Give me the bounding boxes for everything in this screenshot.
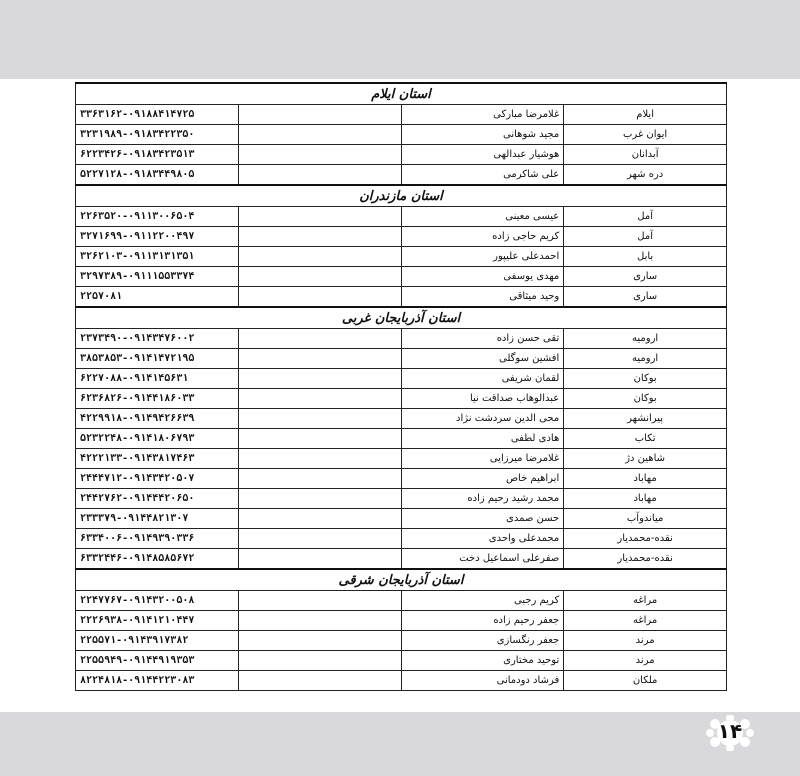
top-band bbox=[0, 0, 800, 79]
section-header-row bbox=[76, 83, 727, 105]
blank-cell bbox=[238, 105, 401, 125]
phone-cell: ۶۲۳۶۸۲۶-۰۹۱۴۴۱۸۶۰۳۳ bbox=[76, 389, 239, 409]
phone-cell: ۲۲۵۵۹۴۹-۰۹۱۴۴۹۱۹۳۵۳ bbox=[76, 651, 239, 671]
name-cell: کریم رجبی bbox=[401, 591, 564, 611]
page-number-badge bbox=[706, 715, 754, 751]
contact-directory-table bbox=[75, 82, 727, 691]
city-cell: بوکان bbox=[564, 389, 727, 409]
table-row bbox=[76, 207, 727, 227]
phone-cell: ۲۲۵۵۷۱-۰۹۱۴۳۹۱۷۳۸۲ bbox=[76, 631, 239, 651]
city-cell: ساری bbox=[564, 287, 727, 308]
table-row bbox=[76, 489, 727, 509]
name-cell: وحید میثاقی bbox=[401, 287, 564, 308]
table-row bbox=[76, 429, 727, 449]
blank-cell bbox=[238, 227, 401, 247]
city-cell: بوکان bbox=[564, 369, 727, 389]
table-row bbox=[76, 509, 727, 529]
blank-cell bbox=[238, 349, 401, 369]
section-title: استان ایلام bbox=[76, 83, 727, 105]
phone-cell: ۸۲۲۴۸۱۸-۰۹۱۴۴۲۲۳۰۸۳ bbox=[76, 671, 239, 691]
name-cell: جعفر رحیم زاده bbox=[401, 611, 564, 631]
name-cell: محمدعلی واحدی bbox=[401, 529, 564, 549]
blank-cell bbox=[238, 449, 401, 469]
table-row bbox=[76, 369, 727, 389]
name-cell: هادی لطفی bbox=[401, 429, 564, 449]
table-row bbox=[76, 671, 727, 691]
table-row bbox=[76, 247, 727, 267]
section-title: استان آذربایجان غربی bbox=[76, 307, 727, 329]
name-cell: عبدالوهاب صداقت نیا bbox=[401, 389, 564, 409]
city-cell: نقده-محمدیار bbox=[564, 529, 727, 549]
city-cell: مراغه bbox=[564, 611, 727, 631]
table-row bbox=[76, 227, 727, 247]
phone-cell: ۲۴۴۴۷۱۲-۰۹۱۴۳۴۲۰۵۰۷ bbox=[76, 469, 239, 489]
blank-cell bbox=[238, 651, 401, 671]
name-cell: غلامرضا میرزایی bbox=[401, 449, 564, 469]
blank-cell bbox=[238, 611, 401, 631]
table-row bbox=[76, 287, 727, 308]
phone-cell: ۳۲۶۲۱۰۳-۰۹۱۱۳۱۳۱۳۵۱ bbox=[76, 247, 239, 267]
name-cell: حسن صمدی bbox=[401, 509, 564, 529]
section-header-row bbox=[76, 185, 727, 207]
city-cell: ارومیه bbox=[564, 349, 727, 369]
name-cell: مجید شوهانی bbox=[401, 125, 564, 145]
blank-cell bbox=[238, 207, 401, 227]
table-row bbox=[76, 529, 727, 549]
table-row bbox=[76, 329, 727, 349]
table-row bbox=[76, 267, 727, 287]
city-cell: آمل bbox=[564, 207, 727, 227]
phone-cell: ۳۲۹۷۳۸۹-۰۹۱۱۱۵۵۳۳۷۴ bbox=[76, 267, 239, 287]
city-cell: نقده-محمدیار bbox=[564, 549, 727, 570]
city-cell: ارومیه bbox=[564, 329, 727, 349]
table-row bbox=[76, 409, 727, 429]
phone-cell: ۳۲۳۱۹۸۹-۰۹۱۸۳۴۲۲۳۵۰ bbox=[76, 125, 239, 145]
city-cell: بابل bbox=[564, 247, 727, 267]
city-cell: مرند bbox=[564, 651, 727, 671]
blank-cell bbox=[238, 409, 401, 429]
section-title: استان آذربایجان شرقی bbox=[76, 569, 727, 591]
city-cell: ساری bbox=[564, 267, 727, 287]
blank-cell bbox=[238, 247, 401, 267]
phone-cell: ۶۲۲۷۰۸۸-۰۹۱۴۱۴۵۶۳۱ bbox=[76, 369, 239, 389]
table-row bbox=[76, 469, 727, 489]
blank-cell bbox=[238, 429, 401, 449]
table-row bbox=[76, 651, 727, 671]
phone-cell: ۴۲۲۲۱۳۳-۰۹۱۴۳۸۱۷۴۶۳ bbox=[76, 449, 239, 469]
blank-cell bbox=[238, 489, 401, 509]
name-cell: محمد رشید رحیم زاده bbox=[401, 489, 564, 509]
blank-cell bbox=[238, 125, 401, 145]
name-cell: هوشیار عبدالهی bbox=[401, 145, 564, 165]
table-row bbox=[76, 611, 727, 631]
directory-body bbox=[76, 83, 727, 691]
name-cell: ابراهیم خاص bbox=[401, 469, 564, 489]
blank-cell bbox=[238, 369, 401, 389]
phone-cell: ۲۲۴۷۷۶۷-۰۹۱۴۳۲۰۰۵۰۸ bbox=[76, 591, 239, 611]
city-cell: مراغه bbox=[564, 591, 727, 611]
city-cell: ملکان bbox=[564, 671, 727, 691]
city-cell: پیرانشهر bbox=[564, 409, 727, 429]
phone-cell: ۴۲۲۹۹۱۸-۰۹۱۴۹۴۲۶۶۳۹ bbox=[76, 409, 239, 429]
phone-cell: ۲۳۷۳۴۹۰-۰۹۱۴۳۴۷۶۰۰۲ bbox=[76, 329, 239, 349]
name-cell: تقی حسن زاده bbox=[401, 329, 564, 349]
blank-cell bbox=[238, 469, 401, 489]
name-cell: محی الدین سردشت نژاد bbox=[401, 409, 564, 429]
phone-cell: ۵۲۳۲۲۴۸-۰۹۱۴۱۸۰۶۷۹۳ bbox=[76, 429, 239, 449]
blank-cell bbox=[238, 591, 401, 611]
phone-cell: ۲۲۵۷۰۸۱ bbox=[76, 287, 239, 308]
table-row bbox=[76, 349, 727, 369]
name-cell: جعفر رنگسازی bbox=[401, 631, 564, 651]
table-row bbox=[76, 591, 727, 611]
name-cell: توحید مختاری bbox=[401, 651, 564, 671]
city-cell: میاندوآب bbox=[564, 509, 727, 529]
phone-cell: ۶۲۲۳۴۲۶-۰۹۱۸۳۴۲۳۵۱۳ bbox=[76, 145, 239, 165]
city-cell: مرند bbox=[564, 631, 727, 651]
name-cell: لقمان شریفی bbox=[401, 369, 564, 389]
blank-cell bbox=[238, 631, 401, 651]
name-cell: علی شاکرمی bbox=[401, 165, 564, 186]
name-cell: غلامرضا مبارکی bbox=[401, 105, 564, 125]
phone-cell: ۳۳۶۳۱۶۲-۰۹۱۸۸۴۱۴۷۲۵ bbox=[76, 105, 239, 125]
blank-cell bbox=[238, 145, 401, 165]
section-header-row bbox=[76, 307, 727, 329]
phone-cell: ۲۲۶۳۵۲۰-۰۹۱۱۳۰۰۶۵۰۴ bbox=[76, 207, 239, 227]
city-cell: ایوان غرب bbox=[564, 125, 727, 145]
table-row bbox=[76, 389, 727, 409]
blank-cell bbox=[238, 329, 401, 349]
section-header-row bbox=[76, 569, 727, 591]
blank-cell bbox=[238, 389, 401, 409]
city-cell: تکاب bbox=[564, 429, 727, 449]
table-row bbox=[76, 449, 727, 469]
blank-cell bbox=[238, 671, 401, 691]
city-cell: ایلام bbox=[564, 105, 727, 125]
phone-cell: ۲۳۳۳۷۹-۰۹۱۴۴۸۲۱۳۰۷ bbox=[76, 509, 239, 529]
city-cell: مهاباد bbox=[564, 489, 727, 509]
name-cell: صفرعلی اسماعیل دخت bbox=[401, 549, 564, 570]
phone-cell: ۲۴۴۲۷۶۲-۰۹۱۴۴۴۲۰۶۵۰ bbox=[76, 489, 239, 509]
name-cell: افشین سوگلی bbox=[401, 349, 564, 369]
phone-cell: ۶۳۳۲۴۴۶-۰۹۱۴۸۵۸۵۶۷۲ bbox=[76, 549, 239, 570]
phone-cell: ۶۳۳۴۰۰۶-۰۹۱۴۹۳۹۰۳۳۶ bbox=[76, 529, 239, 549]
table-row bbox=[76, 549, 727, 570]
name-cell: عیسی معینی bbox=[401, 207, 564, 227]
phone-cell: ۳۲۷۱۶۹۹-۰۹۱۱۲۲۰۰۴۹۷ bbox=[76, 227, 239, 247]
blank-cell bbox=[238, 509, 401, 529]
blank-cell bbox=[238, 267, 401, 287]
city-cell: شاهین دژ bbox=[564, 449, 727, 469]
section-title: استان مازندران bbox=[76, 185, 727, 207]
city-cell: آمل bbox=[564, 227, 727, 247]
phone-cell: ۲۲۲۶۹۳۸-۰۹۱۴۱۲۱۰۴۴۷ bbox=[76, 611, 239, 631]
table-row bbox=[76, 145, 727, 165]
bottom-band bbox=[0, 712, 800, 776]
city-cell: مهاباد bbox=[564, 469, 727, 489]
phone-cell: ۵۲۲۷۱۲۸-۰۹۱۸۳۴۴۹۸۰۵ bbox=[76, 165, 239, 186]
blank-cell bbox=[238, 165, 401, 186]
blank-cell bbox=[238, 529, 401, 549]
name-cell: مهدی یوسفی bbox=[401, 267, 564, 287]
table-row bbox=[76, 165, 727, 186]
blank-cell bbox=[238, 549, 401, 570]
table-row bbox=[76, 631, 727, 651]
city-cell: آبدانان bbox=[564, 145, 727, 165]
city-cell: دره شهر bbox=[564, 165, 727, 186]
name-cell: کریم حاجی زاده bbox=[401, 227, 564, 247]
blank-cell bbox=[238, 287, 401, 308]
table-row bbox=[76, 125, 727, 145]
page-number: ۱۴ bbox=[717, 719, 743, 743]
phone-cell: ۳۸۵۳۸۵۳-۰۹۱۴۱۴۷۲۱۹۵ bbox=[76, 349, 239, 369]
table-row bbox=[76, 105, 727, 125]
name-cell: فرشاد دودمانی bbox=[401, 671, 564, 691]
name-cell: احمدعلی علیپور bbox=[401, 247, 564, 267]
